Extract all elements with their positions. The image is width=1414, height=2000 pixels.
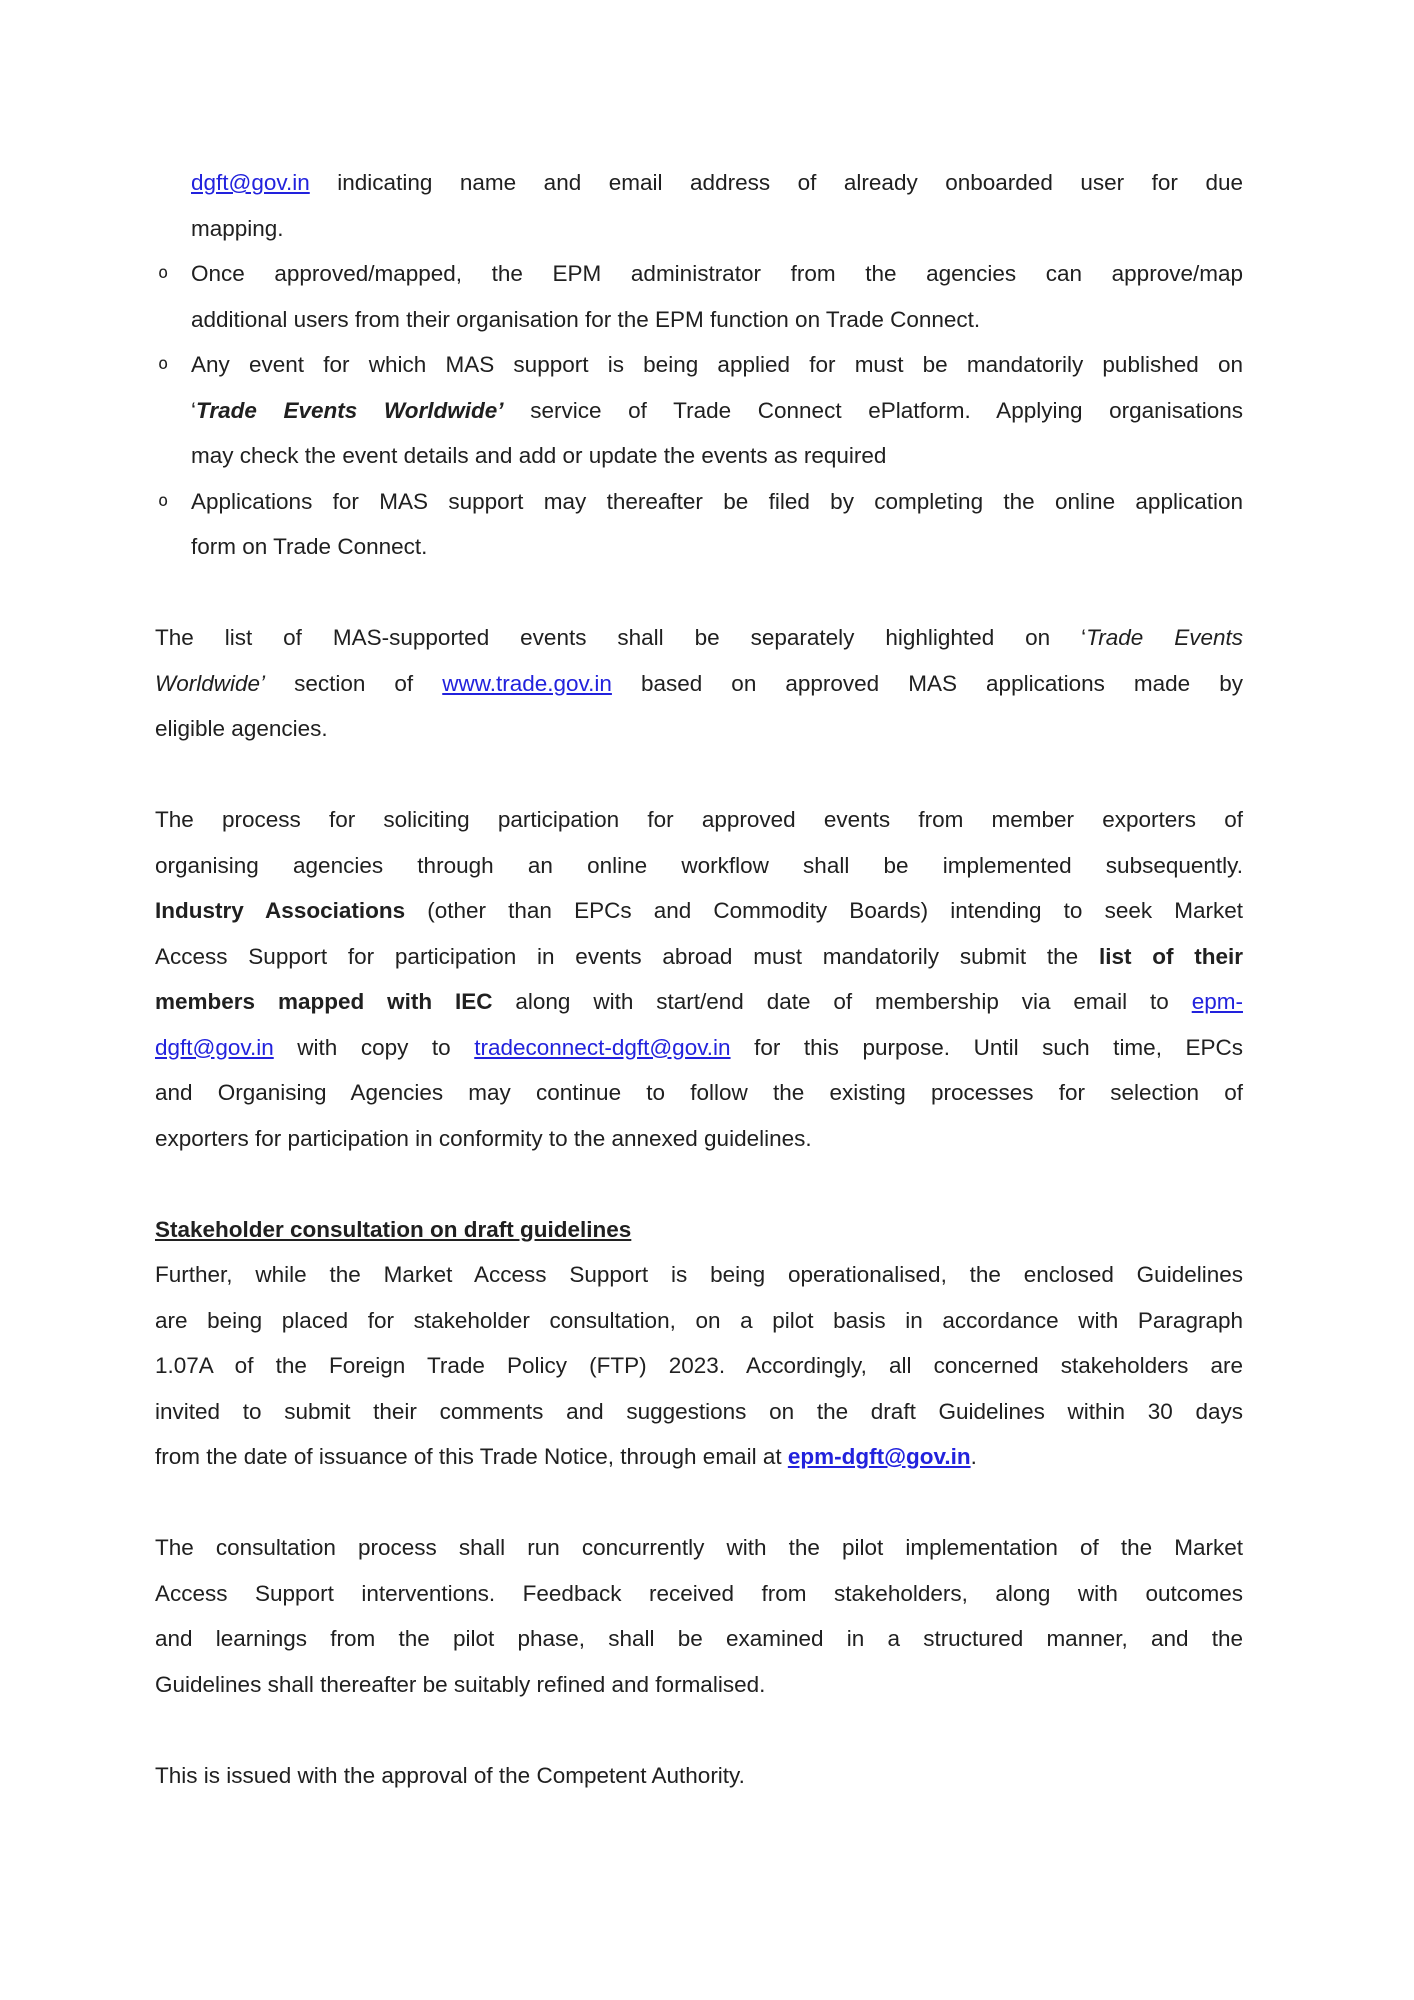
text-run: Access Support interventions. Feedback received from stakeholders, along with outcomes (155, 1580, 1243, 1606)
text-line (155, 1116, 1243, 1162)
text-line (155, 615, 1243, 661)
text-run: additional users from their organisation for the EPM function on Trade Connect. (191, 306, 981, 332)
text-run: organising agencies through an online workflow shall be implemented subsequently. (155, 852, 1243, 878)
text-line (155, 1025, 1243, 1071)
link-tradeconnect-dgft@gov.in[interactable]: tradeconnect-dgft@gov.in (474, 1034, 731, 1060)
text-run: The list of MAS-supported events shall be separately highlighted on ‘ (155, 625, 1087, 650)
text-run: Trade Events (1086, 625, 1244, 650)
paragraph-spacer (155, 570, 1243, 616)
text-line (191, 524, 1243, 570)
text-line (155, 1753, 1243, 1799)
text-run: form on Trade Connect. (191, 534, 428, 559)
paragraph-spacer (155, 752, 1243, 798)
text-line (155, 843, 1243, 889)
text-run: Guidelines shall thereafter be suitably refined and formalised. (155, 1671, 766, 1697)
bullet-item (155, 479, 1243, 570)
text-run: invited to submit their comments and suggestions on the draft Guidelines within 30 days (155, 1398, 1243, 1424)
paragraph-spacer (155, 1480, 1243, 1526)
text-line (155, 1207, 1243, 1253)
paragraph (155, 797, 1243, 1161)
text-line (155, 1070, 1243, 1116)
text-run: may check the event details and add or update the events as required (191, 443, 887, 468)
text-line (155, 979, 1243, 1025)
text-line (191, 206, 1243, 252)
text-run: along with start/end date of membership via email to (492, 989, 1192, 1014)
text-run: based on approved MAS applications made by (611, 670, 1244, 696)
paragraph-spacer (155, 1707, 1243, 1753)
text-run: . (970, 1444, 977, 1469)
text-run: Applications for MAS support may thereafter be filed by completing the online application (191, 488, 1243, 514)
text-run: The process for soliciting participation for approved events from member exporters of (155, 807, 1243, 832)
text-line (155, 1389, 1243, 1435)
text-line (191, 433, 1243, 479)
text-run: and Organising Agencies may continue to follow the existing processes for selection of (155, 1080, 1243, 1105)
text-run: Any event for which MAS support is being applied for must be mandatorily published on (191, 352, 1243, 377)
text-line (191, 160, 1243, 206)
text-run: Access Support for participation in events abroad must mandatorily submit the (155, 943, 1099, 969)
text-line (191, 251, 1243, 297)
text-run: and learnings from the pilot phase, shall be examined in a structured manner, and the (155, 1626, 1243, 1651)
text-run: indicating name and email address of already onboarded user for due (309, 170, 1243, 195)
bullet-item (155, 160, 1243, 251)
text-run: Industry Associations (155, 898, 406, 923)
text-run: Once approved/mapped, the EPM administrator from the agencies can approve/map (191, 261, 1243, 286)
text-line (155, 1662, 1243, 1708)
text-line (155, 1298, 1243, 1344)
paragraph-spacer (155, 1161, 1243, 1207)
text-run: Trade Events Worldwide’ (196, 397, 504, 423)
text-line (155, 661, 1243, 707)
bullet-marker: o (158, 354, 169, 374)
text-line (155, 1434, 1243, 1480)
paragraph (155, 1525, 1243, 1707)
text-line (155, 797, 1243, 843)
text-line (155, 1525, 1243, 1571)
text-run: are being placed for stakeholder consultation, on a pilot basis in accordance with Paragraph (155, 1307, 1243, 1333)
document-content (155, 160, 1243, 1798)
text-run: from the date of issuance of this Trade Notice, through email at (155, 1444, 788, 1469)
text-run: (other than EPCs and Commodity Boards) intending to seek Market (405, 898, 1244, 923)
text-run: Stakeholder consultation on draft guidelines (155, 1216, 632, 1242)
section-heading (155, 1207, 1243, 1253)
bullet-marker: o (158, 490, 169, 511)
bullet-item (155, 342, 1243, 479)
text-line (155, 1252, 1243, 1298)
text-line (155, 1616, 1243, 1662)
text-line (191, 388, 1243, 434)
text-run: exporters for participation in conformity to the annexed guidelines. (155, 1125, 812, 1151)
text-run: ‘ (191, 397, 196, 423)
text-run: service of Trade Connect ePlatform. Applying organisations (503, 397, 1243, 423)
bullet-marker: o (158, 263, 169, 283)
link-dgft@gov.in[interactable]: dgft@gov.in (191, 170, 310, 195)
text-run: Worldwide’ (155, 670, 266, 696)
paragraph (155, 1753, 1243, 1799)
text-line (191, 342, 1243, 388)
text-line (155, 706, 1243, 752)
text-line (155, 1571, 1243, 1617)
text-run: 1.07A of the Foreign Trade Policy (FTP) 2023. Accordingly, all concerned stakeholders are (155, 1353, 1243, 1378)
text-line (155, 1343, 1243, 1389)
text-run: Further, while the Market Access Support is being operationalised, the enclosed Guidelines (155, 1262, 1243, 1287)
text-line (155, 934, 1243, 980)
text-run: eligible agencies. (155, 716, 328, 741)
text-run: The consultation process shall run concurrently with the pilot implementation of the Market (155, 1535, 1243, 1560)
text-run: with copy to (273, 1034, 475, 1060)
text-line (191, 297, 1243, 343)
text-line (155, 888, 1243, 934)
paragraph (155, 615, 1243, 752)
text-line (191, 479, 1243, 525)
text-run: This is issued with the approval of the Competent Authority. (155, 1762, 745, 1788)
text-run: mapping. (191, 215, 284, 241)
paragraph (155, 1252, 1243, 1480)
text-run: members mapped with IEC (155, 989, 493, 1014)
text-run: list of their (1098, 943, 1243, 969)
link-epm-dgft@gov.in[interactable]: epm-dgft@gov.in (787, 1444, 971, 1469)
link-www.trade.gov.in[interactable]: www.trade.gov.in (442, 670, 612, 696)
link-epm-[interactable]: epm- (1191, 989, 1243, 1014)
link-dgft@gov.in[interactable]: dgft@gov.in (155, 1034, 274, 1060)
bullet-item (155, 251, 1243, 342)
text-run: for this purpose. Until such time, EPCs (730, 1034, 1243, 1060)
text-run: section of (265, 670, 443, 696)
